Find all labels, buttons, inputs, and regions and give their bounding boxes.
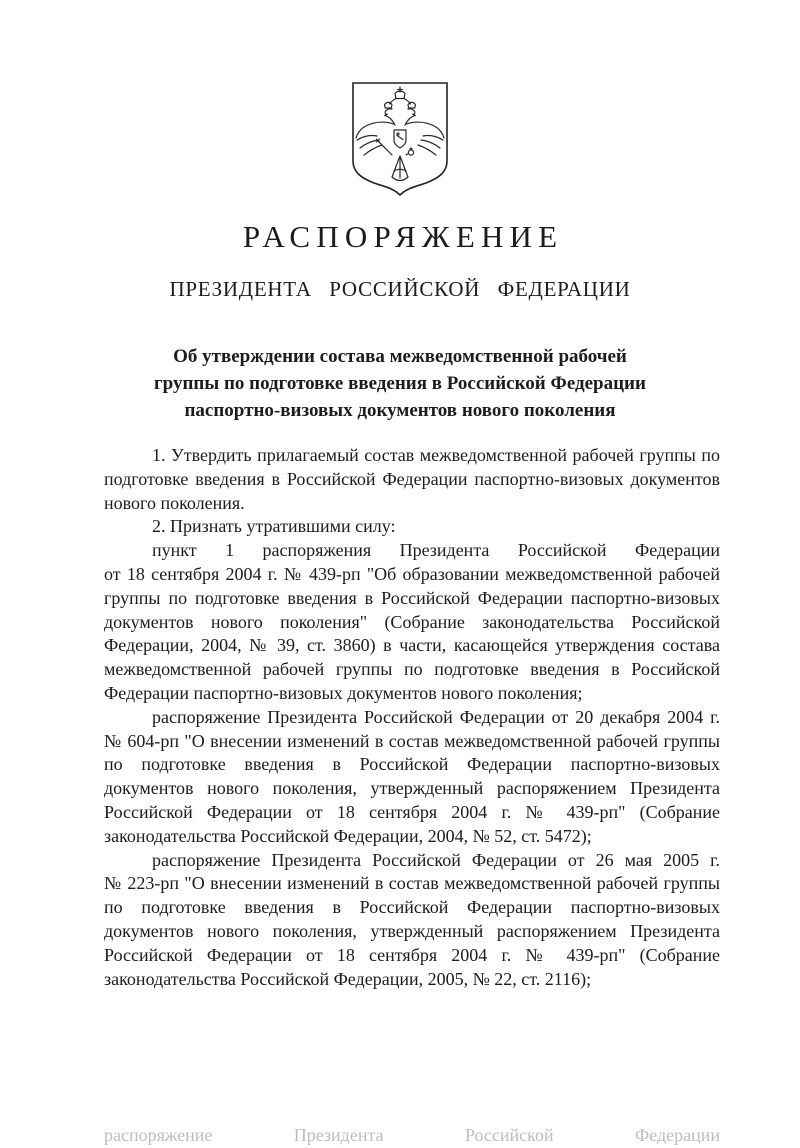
body-paragraph: распоряжение Президента Российской Федерации от 20 декабря 2004 г. № 604-рп "О внесении изменений в состав межведомственной рабочей группы по подготовке введения в Российской Федерации паспортно-визовых документов нового поколения, утвержденный распоряжением Президента Российской Федерации от 18 сентября 2004 г. № 439-рп" (Собрание законодательства Российской Федерации, 2004, № 52, ст. 5472); (104, 706, 720, 846)
clipped-bottom-text-line: распоряжение Президента Российской Федерации (104, 1125, 720, 1145)
russian-coat-of-arms-icon (348, 78, 452, 200)
document-type-title: РАСПОРЯЖЕНИЕ (242, 219, 564, 254)
body-paragraph: 2. Признать утратившими силу: (152, 516, 396, 537)
document-issuer: ПРЕЗИДЕНТА РОССИЙСКОЙ ФЕДЕРАЦИИ (169, 277, 631, 301)
body-paragraph: распоряжение Президента Российской Федерации от 26 мая 2005 г. № 223-рп "О внесении изменений в состав межведомственной рабочей группы по подготовке введения в Российской Федерации паспортно-визовых документов нового поколения, утвержденный распоряжением Президента Российской Федерации от 18 сентября 2004 г. № 439-рп" (Собрание законодательства Российской Федерации, 2005, № 22, ст. 2116); (104, 849, 720, 989)
body-paragraph: 1. Утвердить прилагаемый состав межведомственной рабочей группы по подготовке введения в Российской Федерации паспортно-визовых документов нового поколения. (104, 445, 720, 513)
body-paragraph: пункт 1 распоряжения Президента Российской Федерации от 18 сентября 2004 г. № 439-рп "Об образовании межведомственной рабочей группы по подготовке введения в Российской Федерации паспортно-визовых документов нового поколения" (Собрание законодательства Российской Федерации, 2004, № 39, ст. 3860) в части, касающейся утверждения состава межведомственной рабочей группы по подготовке введения в Российской Федерации паспортно-визовых документов нового поколения; (104, 540, 720, 703)
document-body (104, 444, 720, 991)
document-subject: Об утверждении состава межведомственной рабочей группы по подготовке введения в Российской Федерации паспортно-визовых документов нового поколения (154, 346, 646, 421)
